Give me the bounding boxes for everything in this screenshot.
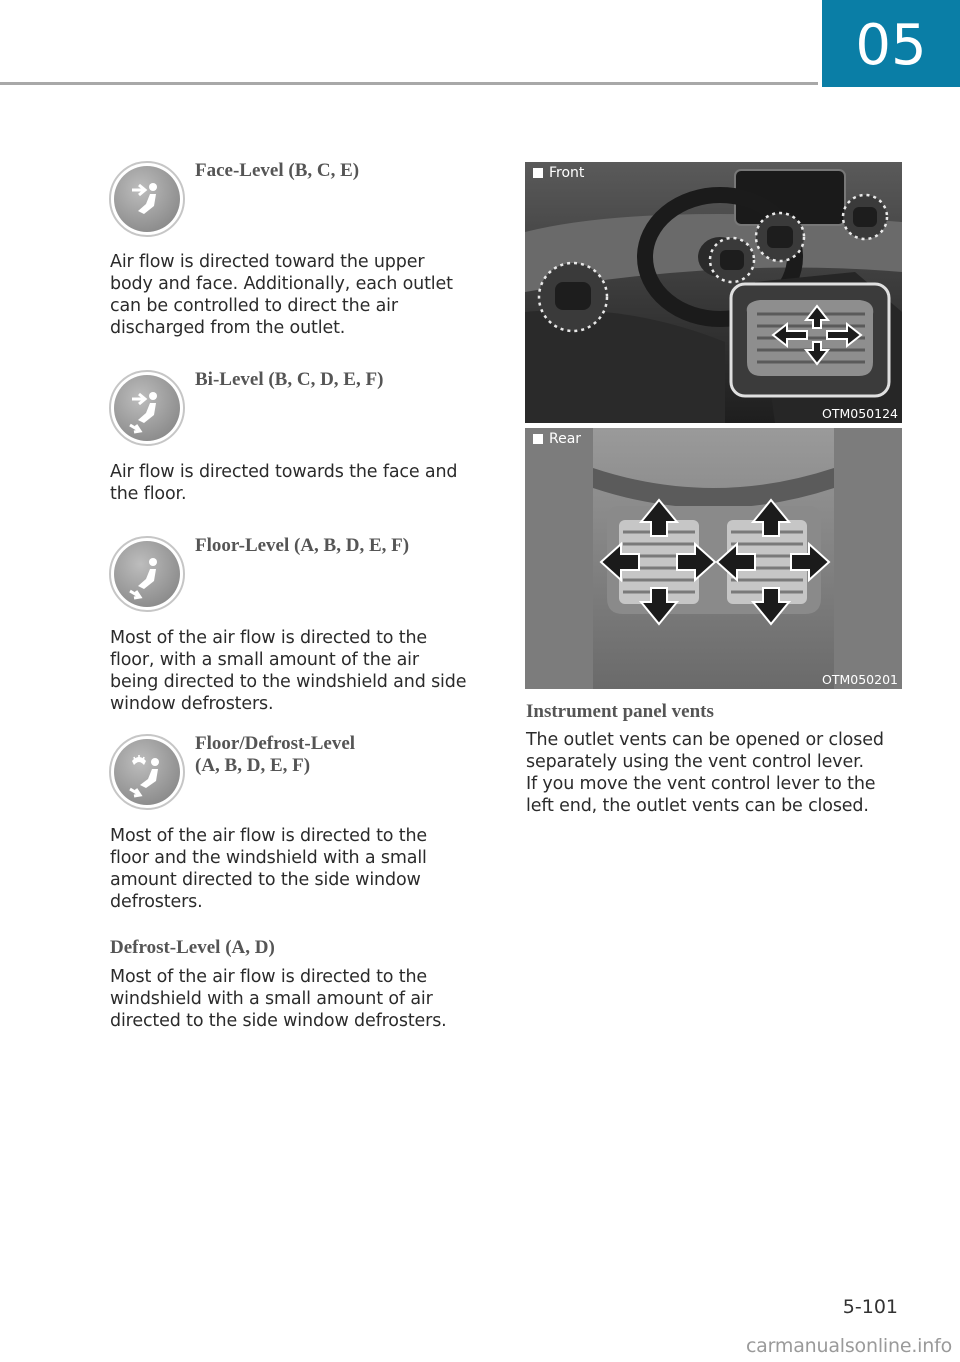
front-label bbox=[533, 165, 584, 181]
rear-label-text: Rear bbox=[549, 431, 582, 447]
bi-level-title: Bi-Level (B, C, D, E, F) bbox=[195, 369, 384, 390]
square-bullet-icon bbox=[533, 168, 543, 178]
face-level-title: Face-Level (B, C, E) bbox=[195, 160, 360, 181]
chapter-tab: 05 bbox=[822, 0, 960, 87]
square-bullet-icon bbox=[533, 434, 543, 444]
bi-level-text: Air flow is directed towards the face and the floor. bbox=[110, 462, 458, 504]
front-label-text: Front bbox=[549, 165, 585, 181]
header-rule bbox=[0, 82, 818, 85]
defrost-level-text: Most of the air flow is directed to the windshield with a small amount of air directed to the side window defrosters. bbox=[110, 967, 447, 1031]
instrument-panel-text: The outlet vents can be opened or closed separately using the vent control lever. If you move the vent control lever to the left end, the outlet vents can be closed. bbox=[526, 730, 884, 816]
face-level-icon bbox=[108, 160, 186, 238]
floor-level-icon bbox=[108, 535, 186, 613]
rear-label bbox=[533, 431, 581, 447]
front-vents-photo bbox=[525, 162, 902, 423]
face-level-text: Air flow is directed toward the upper body and face. Additionally, each outlet can be controlled to direct the air discharged from the outlet. bbox=[110, 252, 453, 338]
instrument-panel-title: Instrument panel vents bbox=[526, 701, 714, 722]
front-photo-code: OTM050124 bbox=[822, 406, 898, 421]
rear-vents-photo bbox=[525, 428, 902, 689]
floor-defrost-level-title: Floor/Defrost-Level (A, B, D, E, F) bbox=[195, 733, 356, 776]
rear-photo-code: OTM050201 bbox=[822, 672, 898, 687]
floor-defrost-level-text: Most of the air flow is directed to the floor and the windshield with a small amount directed to the side window defrosters. bbox=[110, 826, 428, 912]
front-vents-illustration bbox=[525, 162, 902, 423]
watermark: carmanualsonline.info bbox=[745, 1335, 952, 1357]
bi-level-icon bbox=[108, 369, 186, 447]
defrost-level-title: Defrost-Level (A, D) bbox=[110, 937, 275, 958]
rear-vents-illustration bbox=[525, 428, 902, 689]
floor-level-text: Most of the air flow is directed to the floor, with a small amount of the air being directed to the windshield and side window defrosters. bbox=[110, 628, 467, 714]
floor-level-title: Floor-Level (A, B, D, E, F) bbox=[195, 535, 410, 556]
floor-defrost-level-icon bbox=[108, 733, 186, 811]
page-number: 5-101 bbox=[842, 1296, 898, 1318]
